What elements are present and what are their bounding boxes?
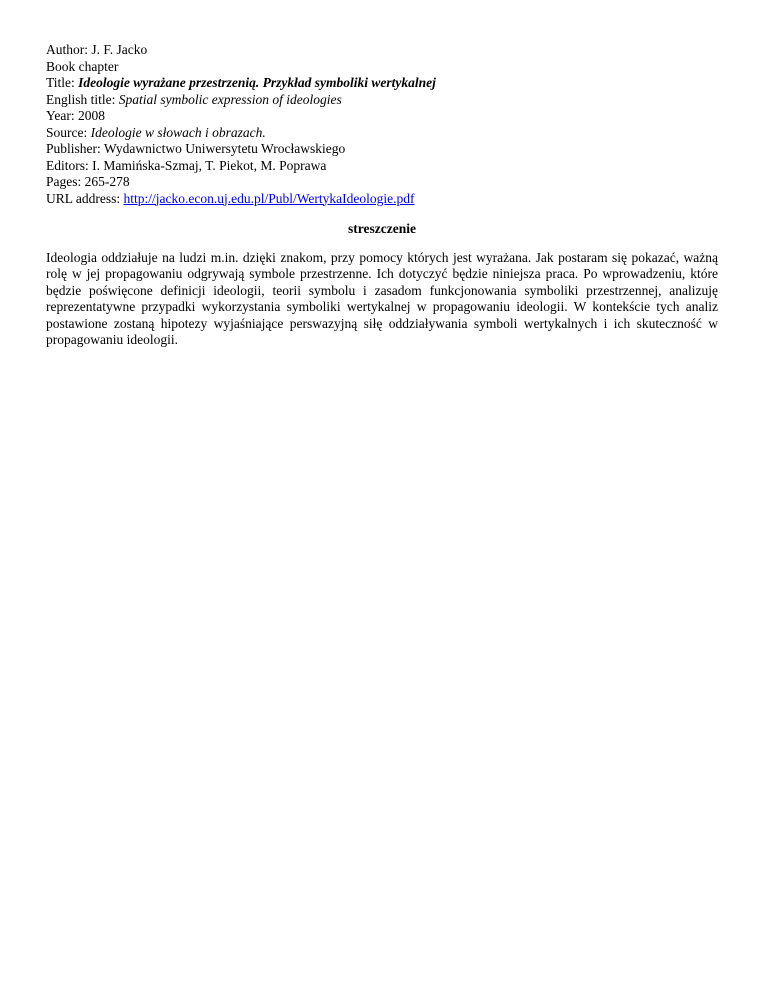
english-title-value: Spatial symbolic expression of ideologies	[118, 91, 342, 107]
editors-value: I. Mamińska-Szmaj, T. Piekot, M. Poprawa	[92, 157, 327, 173]
source-value: Ideologie w słowach i obrazach.	[90, 124, 266, 140]
english-title-label: English title:	[46, 91, 116, 107]
year-line	[46, 108, 718, 125]
editors-line	[46, 158, 718, 175]
pages-value: 265-278	[84, 174, 130, 189]
author-line	[46, 42, 718, 59]
author-label: Author:	[46, 42, 88, 57]
title-line	[46, 75, 718, 92]
author-value: J. F. Jacko	[91, 42, 148, 57]
url-link[interactable]: http://jacko.econ.uj.edu.pl/Publ/WertykaIdeologie.pdf	[123, 190, 415, 206]
publisher-line	[46, 141, 718, 158]
year-label: Year:	[46, 108, 75, 123]
publication-type: Book chapter	[46, 58, 119, 74]
document-page	[46, 42, 718, 349]
abstract-heading: streszczenie	[348, 221, 416, 236]
url-label: URL address:	[46, 190, 121, 206]
title-value: Ideologie wyrażane przestrzenią. Przykład symboliki wertykalnej	[78, 75, 436, 90]
english-title-line	[46, 92, 718, 109]
title-label: Title:	[46, 75, 75, 90]
publisher-label: Publisher:	[46, 141, 101, 156]
source-label: Source:	[46, 124, 88, 140]
url-line	[46, 191, 718, 208]
abstract-text: Ideologia oddziałuje na ludzi m.in. dzięki znakom, przy pomocy których jest wyrażana. Jak postaram się pokazać, ważną rolę w jej propagowaniu odgrywają symbole przestrzenne. Ich dotyczyć będzie niniejsza praca. Po wprowadzeniu, które będzie poświęcone definicji ideologii, teorii symbolu i zasadom funkcjonowania symboliki przestrzennej, analizuję reprezentatywne przypadki wykorzystania symboliki wertykalnej w propagowaniu ideologii. W kontekście tych analiz postawione zostaną hipotezy wyjaśniające perswazyjną siłę oddziaływania symboli wertykalnych i ich skuteczność w propagowaniu ideologii.	[46, 249, 718, 347]
year-value: 2008	[78, 108, 106, 123]
pages-line	[46, 174, 718, 191]
pages-label: Pages:	[46, 174, 82, 189]
bibliographic-metadata	[46, 42, 718, 207]
source-line	[46, 125, 718, 142]
editors-label: Editors:	[46, 157, 89, 173]
publisher-value: Wydawnictwo Uniwersytetu Wrocławskiego	[103, 141, 346, 156]
